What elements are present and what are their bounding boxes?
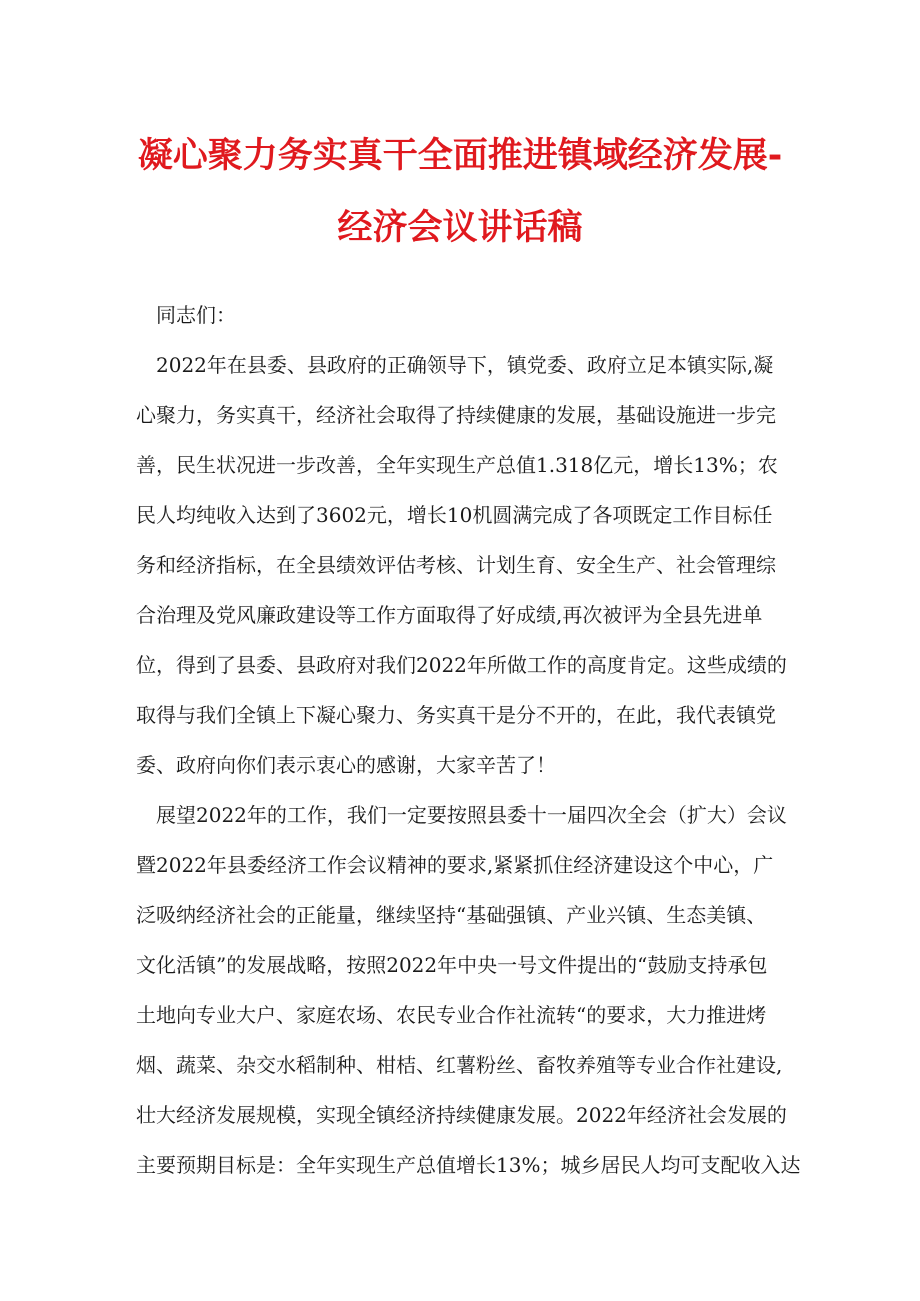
- body-line: 壮大经济发展规模，实现全镇经济持续健康发展。2022年经济社会发展的: [136, 1103, 787, 1127]
- body-line: 心聚力，务实真干，经济社会取得了持续健康的发展，基础设施进一步完: [136, 403, 776, 427]
- document-title-line-1: 凝心聚力务实真干全面推进镇域经济发展-: [137, 136, 783, 176]
- document-title-line-2: 经济会议讲话稿: [337, 208, 583, 248]
- body-line: 取得与我们全镇上下凝心聚力、务实真干是分不开的，在此，我代表镇党: [136, 703, 776, 727]
- body-line: 委、政府向你们表示衷心的感谢，大家辛苦了！: [136, 753, 556, 777]
- body-line: 展望2022年的工作，我们一定要按照县委十一届四次全会（扩大）会议: [136, 803, 787, 827]
- body-line: 民人均纯收入达到了3602元，增长10机圆满完成了各项既定工作目标任: [136, 503, 773, 527]
- body-line: 泛吸纳经济社会的正能量，继续坚持“基础强镇、产业兴镇、生态美镇、: [136, 903, 767, 927]
- body-line: 暨2022年县委经济工作会议精神的要求,紧紧抓住经济建设这个中心，广: [136, 853, 774, 877]
- body-line: 土地向专业大户、家庭农场、农民专业合作社流转“的要求，大力推进烤: [136, 1003, 767, 1027]
- body-line: 烟、蔬菜、杂交水稻制种、柑桔、红薯粉丝、畜牧养殖等专业合作社建设,: [136, 1053, 783, 1077]
- body-line: 同志们：: [136, 303, 236, 327]
- body-line: 文化活镇”的发展战略，按照2022年中央一号文件提出的“鼓励支持承包: [136, 953, 768, 977]
- body-line: 主要预期目标是：全年实现生产总值增长13%；城乡居民人均可支配收入达: [136, 1153, 801, 1177]
- body-line: 合治理及党风廉政建设等工作方面取得了好成绩,再次被评为全县先进单: [136, 603, 763, 627]
- body-line: 善，民生状况进一步改善，全年实现生产总值1.318亿元，增长13%；农: [136, 453, 778, 477]
- body-line: 位，得到了县委、县政府对我们2022年所做工作的高度肯定。这些成绩的: [136, 653, 787, 677]
- body-line: 2022年在县委、县政府的正确领导下，镇党委、政府立足本镇实际,凝: [136, 353, 774, 377]
- body-line: 务和经济指标，在全县绩效评估考核、计划生育、安全生产、社会管理综: [136, 553, 776, 577]
